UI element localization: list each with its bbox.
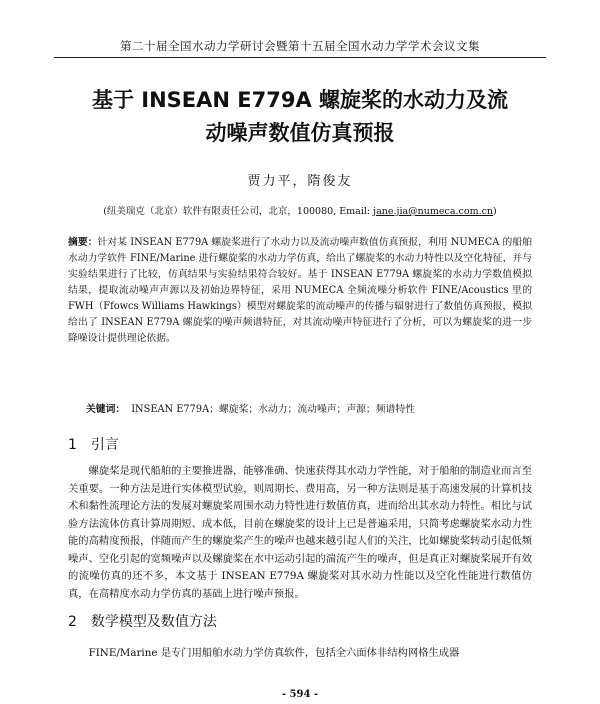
methods-paragraph: FINE/Marine 是专门用船舶水动力学仿真软件，包括全六面体非结构网格生成器	[88, 647, 460, 659]
section-heading-methods	[68, 611, 217, 631]
section-number: 1	[68, 437, 77, 453]
keywords	[86, 401, 532, 415]
title-line-1: 基于 INSEAN E779A 螺旋桨的水动力及流	[91, 88, 509, 112]
running-header: 第二十届全国水动力学研讨会暨第十五届全国水动力学学术会议文集	[54, 38, 546, 58]
keywords-text: INSEAN E779A；螺旋桨；水动力；流动噪声；声源；频谱特性	[131, 404, 415, 415]
introduction-paragraph: 螺旋桨是现代船舶的主要推进器，能够准确、快速获得其水动力学性能，对于船舶的制造业而言至关重要。一种方法是进行实体模型试验，则周期长、费用高，另一种方法则是基于高速发展的计算机技术和黏性流理论方法的发展对螺旋桨周围水动力特性进行数值仿真，进而给出其水动力特性。相比与试验方法流体仿真计算周期短、成本低，目前在螺旋桨的设计上已是普遍采用，只简考虑螺旋桨水动力性能的高精度预报，伴随而产生的螺旋桨产生的噪声也越来越引起人们的关注，比如螺旋桨转动引起低频噪声、空化引起的宽频噪声以及螺旋桨在水中运动引起的湍流产生的噪声，但是真正对螺旋桨展开有效的流噪仿真的还不多，本文基于 INSEAN E779A 螺旋桨对其水动力性能以及空化性能进行数值仿真，在高精度水动力学仿真的基础上进行噪声预报。	[68, 465, 532, 600]
section-title: 数学模型及数值方法	[90, 614, 217, 630]
affiliation-close: )	[493, 206, 497, 217]
section-heading-introduction	[68, 434, 119, 454]
abstract-text: 针对某 INSEAN E779A 螺旋桨进行了水动力以及流动噪声数值仿真预报，利用 NUMECA 的船舶水动力学软件 FINE/Marine 进行螺旋桨的水动力学仿真，给出了螺旋桨的水动力特性以及空化特征，并与实验结果进行了比较，仿真结果与实验结果符合较好。基于 INSEAN E779A 螺旋桨的水动力学数值模拟结果，提取流动噪声声源以及初始边界特征，采用 NUMECA 全频流噪分析软件 FINE/Acoustics 里的 FWH（Ffowcs Williams Hawkings）模型对螺旋桨的流动噪声的传播与辐射进行了数值仿真预报，模拟给出了 INSEAN E779A 螺旋桨的噪声频谱特征，对其流动噪声特征进行了分析，可以为螺旋桨的进一步降噪设计提供理论依据。	[68, 237, 533, 344]
page-number: - 594 -	[281, 689, 319, 700]
affiliation	[40, 203, 560, 217]
paper-title	[60, 84, 540, 150]
title-line-2: 动噪声数值仿真预报	[205, 121, 395, 145]
section-number: 2	[68, 614, 77, 630]
affiliation-text: (纽美瑞克（北京）软件有限责任公司，北京，100080, Email:	[103, 206, 374, 217]
authors: 贾力平，隋俊友	[247, 174, 353, 189]
keywords-label: 关键词：	[86, 404, 126, 415]
abstract	[68, 235, 532, 347]
affiliation-email-link[interactable]: jane.jia@numeca.com.cn	[373, 206, 494, 217]
abstract-label: 摘要：	[68, 237, 98, 248]
section-title: 引言	[90, 437, 119, 453]
